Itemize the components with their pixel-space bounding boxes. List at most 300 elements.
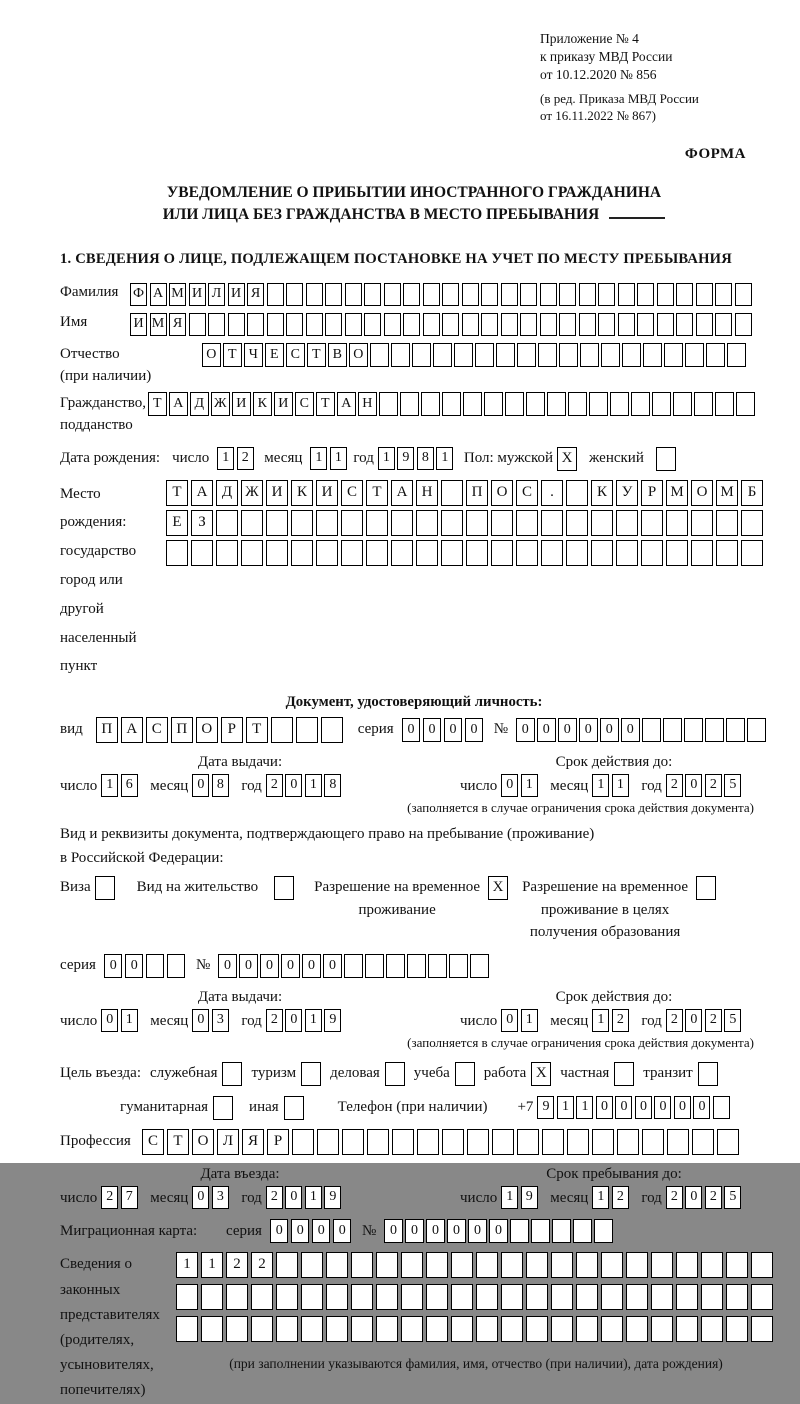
- char-box[interactable]: [641, 540, 663, 566]
- char-box[interactable]: 0: [384, 1219, 403, 1243]
- char-box[interactable]: [601, 343, 620, 367]
- char-box[interactable]: [423, 313, 440, 336]
- char-box[interactable]: [292, 1129, 314, 1155]
- char-box[interactable]: [321, 717, 343, 743]
- char-box[interactable]: 0: [468, 1219, 487, 1243]
- char-box[interactable]: 5: [724, 774, 741, 797]
- char-box[interactable]: [341, 510, 363, 536]
- char-box[interactable]: [286, 313, 303, 336]
- char-box[interactable]: [463, 392, 482, 416]
- char-box[interactable]: М: [666, 480, 688, 506]
- char-box[interactable]: [426, 1252, 448, 1278]
- char-box[interactable]: [576, 1316, 598, 1342]
- char-box[interactable]: 1: [201, 1252, 223, 1278]
- char-box[interactable]: [296, 717, 318, 743]
- char-box[interactable]: [407, 954, 426, 978]
- char-box[interactable]: О: [691, 480, 713, 506]
- char-box[interactable]: [713, 1096, 730, 1119]
- char-box[interactable]: С: [286, 343, 305, 367]
- char-box[interactable]: Б: [741, 480, 763, 506]
- char-box[interactable]: С: [516, 480, 538, 506]
- char-box[interactable]: 0: [558, 718, 577, 742]
- char-box[interactable]: 0: [281, 954, 300, 978]
- char-box[interactable]: 1: [121, 1009, 138, 1032]
- char-box[interactable]: [167, 954, 186, 978]
- char-box[interactable]: [442, 392, 461, 416]
- char-box[interactable]: 9: [324, 1009, 341, 1032]
- char-box[interactable]: 0: [101, 1009, 118, 1032]
- char-box[interactable]: 9: [324, 1186, 341, 1209]
- char-box[interactable]: [741, 540, 763, 566]
- char-box[interactable]: Т: [316, 392, 335, 416]
- char-box[interactable]: К: [591, 480, 613, 506]
- char-box[interactable]: 8: [212, 774, 229, 797]
- char-box[interactable]: [715, 313, 732, 336]
- char-box[interactable]: И: [316, 480, 338, 506]
- char-box[interactable]: [146, 954, 165, 978]
- char-box[interactable]: [441, 540, 463, 566]
- char-box[interactable]: [626, 1252, 648, 1278]
- char-box[interactable]: [692, 1129, 714, 1155]
- char-box[interactable]: [426, 1284, 448, 1310]
- char-box[interactable]: [344, 954, 363, 978]
- char-box[interactable]: [541, 540, 563, 566]
- char-box[interactable]: [651, 1316, 673, 1342]
- char-box[interactable]: 0: [600, 718, 619, 742]
- char-box[interactable]: [216, 540, 238, 566]
- char-box[interactable]: А: [121, 717, 143, 743]
- char-box[interactable]: 2: [666, 774, 683, 797]
- char-box[interactable]: 0: [192, 1186, 209, 1209]
- char-box[interactable]: Т: [148, 392, 167, 416]
- char-box[interactable]: [442, 1129, 464, 1155]
- char-box[interactable]: [727, 343, 746, 367]
- char-box[interactable]: [531, 1219, 550, 1243]
- char-box[interactable]: И: [228, 283, 245, 306]
- purpose-private-checkbox[interactable]: [614, 1062, 634, 1086]
- char-box[interactable]: [576, 1252, 598, 1278]
- char-box[interactable]: [491, 510, 513, 536]
- char-box[interactable]: [454, 343, 473, 367]
- char-box[interactable]: 2: [705, 1009, 722, 1032]
- char-box[interactable]: [516, 540, 538, 566]
- char-box[interactable]: [403, 313, 420, 336]
- char-box[interactable]: 0: [685, 774, 702, 797]
- char-box[interactable]: [423, 283, 440, 306]
- char-box[interactable]: [286, 283, 303, 306]
- char-box[interactable]: У: [616, 480, 638, 506]
- char-box[interactable]: Т: [167, 1129, 189, 1155]
- char-box[interactable]: [306, 283, 323, 306]
- char-box[interactable]: Я: [247, 283, 264, 306]
- char-box[interactable]: [706, 343, 725, 367]
- char-box[interactable]: А: [150, 283, 167, 306]
- char-box[interactable]: [538, 343, 557, 367]
- char-box[interactable]: [386, 954, 405, 978]
- char-box[interactable]: [325, 283, 342, 306]
- char-box[interactable]: [251, 1284, 273, 1310]
- char-box[interactable]: О: [192, 1129, 214, 1155]
- char-box[interactable]: 3: [212, 1009, 229, 1032]
- char-box[interactable]: 0: [218, 954, 237, 978]
- char-box[interactable]: А: [191, 480, 213, 506]
- char-box[interactable]: Р: [641, 480, 663, 506]
- char-box[interactable]: 5: [724, 1186, 741, 1209]
- char-box[interactable]: [637, 283, 654, 306]
- char-box[interactable]: [291, 510, 313, 536]
- char-box[interactable]: 0: [239, 954, 258, 978]
- char-box[interactable]: [566, 480, 588, 506]
- char-box[interactable]: 0: [685, 1009, 702, 1032]
- char-box[interactable]: 1: [305, 1009, 322, 1032]
- char-box[interactable]: 8: [324, 774, 341, 797]
- char-box[interactable]: [391, 510, 413, 536]
- temp-residence-education-checkbox[interactable]: [696, 876, 716, 900]
- char-box[interactable]: [552, 1219, 571, 1243]
- char-box[interactable]: [559, 343, 578, 367]
- char-box[interactable]: [715, 392, 734, 416]
- char-box[interactable]: [476, 1316, 498, 1342]
- char-box[interactable]: [492, 1129, 514, 1155]
- char-box[interactable]: 1: [501, 1186, 518, 1209]
- char-box[interactable]: [416, 540, 438, 566]
- char-box[interactable]: [384, 283, 401, 306]
- char-box[interactable]: 9: [397, 447, 414, 470]
- char-box[interactable]: [667, 1129, 689, 1155]
- char-box[interactable]: И: [189, 283, 206, 306]
- purpose-business-checkbox[interactable]: [385, 1062, 405, 1086]
- char-box[interactable]: [717, 1129, 739, 1155]
- char-box[interactable]: 0: [516, 718, 535, 742]
- char-box[interactable]: [520, 313, 537, 336]
- char-box[interactable]: [526, 392, 545, 416]
- char-box[interactable]: [684, 718, 703, 742]
- char-box[interactable]: [501, 313, 518, 336]
- char-box[interactable]: [247, 313, 264, 336]
- char-box[interactable]: К: [291, 480, 313, 506]
- char-box[interactable]: [540, 313, 557, 336]
- char-box[interactable]: 0: [192, 1009, 209, 1032]
- char-box[interactable]: [271, 717, 293, 743]
- char-box[interactable]: 0: [615, 1096, 632, 1119]
- char-box[interactable]: 0: [447, 1219, 466, 1243]
- char-box[interactable]: [351, 1316, 373, 1342]
- char-box[interactable]: [326, 1284, 348, 1310]
- char-box[interactable]: [379, 392, 398, 416]
- char-box[interactable]: [691, 510, 713, 536]
- char-box[interactable]: И: [130, 313, 147, 336]
- char-box[interactable]: 2: [612, 1186, 629, 1209]
- char-box[interactable]: [598, 313, 615, 336]
- char-box[interactable]: [208, 313, 225, 336]
- char-box[interactable]: Е: [265, 343, 284, 367]
- char-box[interactable]: Ч: [244, 343, 263, 367]
- char-box[interactable]: [676, 283, 693, 306]
- char-box[interactable]: В: [328, 343, 347, 367]
- char-box[interactable]: 1: [330, 447, 347, 470]
- char-box[interactable]: 0: [501, 1009, 518, 1032]
- char-box[interactable]: 2: [705, 774, 722, 797]
- char-box[interactable]: [367, 1129, 389, 1155]
- char-box[interactable]: [726, 1316, 748, 1342]
- purpose-transit-checkbox[interactable]: [698, 1062, 718, 1086]
- char-box[interactable]: [241, 510, 263, 536]
- char-box[interactable]: [241, 540, 263, 566]
- char-box[interactable]: [400, 392, 419, 416]
- char-box[interactable]: [317, 1129, 339, 1155]
- char-box[interactable]: 2: [251, 1252, 273, 1278]
- char-box[interactable]: [370, 343, 389, 367]
- char-box[interactable]: 0: [501, 774, 518, 797]
- char-box[interactable]: [594, 1219, 613, 1243]
- char-box[interactable]: [401, 1284, 423, 1310]
- char-box[interactable]: Т: [223, 343, 242, 367]
- char-box[interactable]: 0: [333, 1219, 352, 1243]
- char-box[interactable]: [316, 540, 338, 566]
- purpose-study-checkbox[interactable]: [455, 1062, 475, 1086]
- char-box[interactable]: [216, 510, 238, 536]
- char-box[interactable]: [476, 1252, 498, 1278]
- char-box[interactable]: 0: [621, 718, 640, 742]
- char-box[interactable]: 2: [237, 447, 254, 470]
- char-box[interactable]: Л: [208, 283, 225, 306]
- char-box[interactable]: [551, 1316, 573, 1342]
- char-box[interactable]: [526, 1284, 548, 1310]
- char-box[interactable]: [301, 1284, 323, 1310]
- char-box[interactable]: [591, 510, 613, 536]
- char-box[interactable]: 1: [612, 774, 629, 797]
- char-box[interactable]: 0: [426, 1219, 445, 1243]
- char-box[interactable]: [751, 1252, 773, 1278]
- char-box[interactable]: [491, 540, 513, 566]
- char-box[interactable]: 0: [444, 718, 463, 742]
- char-box[interactable]: [542, 1129, 564, 1155]
- char-box[interactable]: [617, 1129, 639, 1155]
- char-box[interactable]: [351, 1284, 373, 1310]
- char-box[interactable]: [470, 954, 489, 978]
- char-box[interactable]: О: [202, 343, 221, 367]
- char-box[interactable]: [441, 480, 463, 506]
- char-box[interactable]: [267, 283, 284, 306]
- char-box[interactable]: 1: [101, 774, 118, 797]
- char-box[interactable]: [416, 510, 438, 536]
- char-box[interactable]: 9: [521, 1186, 538, 1209]
- char-box[interactable]: [364, 283, 381, 306]
- char-box[interactable]: [291, 540, 313, 566]
- purpose-other-checkbox[interactable]: [284, 1096, 304, 1120]
- char-box[interactable]: 2: [101, 1186, 118, 1209]
- char-box[interactable]: [631, 392, 650, 416]
- char-box[interactable]: 2: [705, 1186, 722, 1209]
- char-box[interactable]: А: [169, 392, 188, 416]
- char-box[interactable]: [663, 718, 682, 742]
- char-box[interactable]: 0: [465, 718, 484, 742]
- char-box[interactable]: [547, 392, 566, 416]
- char-box[interactable]: [567, 1129, 589, 1155]
- char-box[interactable]: [747, 718, 766, 742]
- char-box[interactable]: [601, 1316, 623, 1342]
- char-box[interactable]: [573, 1219, 592, 1243]
- char-box[interactable]: [226, 1316, 248, 1342]
- purpose-humanitarian-checkbox[interactable]: [213, 1096, 233, 1120]
- char-box[interactable]: [226, 1284, 248, 1310]
- char-box[interactable]: [391, 343, 410, 367]
- char-box[interactable]: О: [491, 480, 513, 506]
- char-box[interactable]: [276, 1252, 298, 1278]
- char-box[interactable]: 1: [305, 1186, 322, 1209]
- char-box[interactable]: [726, 1252, 748, 1278]
- char-box[interactable]: 2: [666, 1186, 683, 1209]
- char-box[interactable]: 0: [402, 718, 421, 742]
- char-box[interactable]: [664, 343, 683, 367]
- char-box[interactable]: 0: [405, 1219, 424, 1243]
- char-box[interactable]: [666, 540, 688, 566]
- char-box[interactable]: Я: [169, 313, 186, 336]
- char-box[interactable]: [341, 540, 363, 566]
- char-box[interactable]: [501, 1252, 523, 1278]
- char-box[interactable]: Е: [166, 510, 188, 536]
- char-box[interactable]: 0: [270, 1219, 289, 1243]
- char-box[interactable]: [701, 1316, 723, 1342]
- char-box[interactable]: 0: [104, 954, 123, 978]
- char-box[interactable]: [276, 1284, 298, 1310]
- char-box[interactable]: М: [169, 283, 186, 306]
- char-box[interactable]: [306, 313, 323, 336]
- char-box[interactable]: [516, 510, 538, 536]
- char-box[interactable]: [301, 1252, 323, 1278]
- char-box[interactable]: [592, 1129, 614, 1155]
- char-box[interactable]: 1: [378, 447, 395, 470]
- char-box[interactable]: [481, 283, 498, 306]
- char-box[interactable]: [735, 313, 752, 336]
- char-box[interactable]: [267, 313, 284, 336]
- char-box[interactable]: П: [466, 480, 488, 506]
- char-box[interactable]: [517, 1129, 539, 1155]
- char-box[interactable]: 2: [226, 1252, 248, 1278]
- char-box[interactable]: [266, 540, 288, 566]
- temp-residence-checkbox[interactable]: X: [488, 876, 508, 900]
- char-box[interactable]: 7: [121, 1186, 138, 1209]
- char-box[interactable]: [451, 1316, 473, 1342]
- char-box[interactable]: Т: [307, 343, 326, 367]
- char-box[interactable]: 0: [635, 1096, 652, 1119]
- char-box[interactable]: 0: [323, 954, 342, 978]
- char-box[interactable]: [591, 540, 613, 566]
- char-box[interactable]: [366, 540, 388, 566]
- char-box[interactable]: 0: [312, 1219, 331, 1243]
- char-box[interactable]: 8: [417, 447, 434, 470]
- char-box[interactable]: [751, 1316, 773, 1342]
- char-box[interactable]: [451, 1284, 473, 1310]
- char-box[interactable]: [642, 718, 661, 742]
- char-box[interactable]: [726, 718, 745, 742]
- char-box[interactable]: Ф: [130, 283, 147, 306]
- char-box[interactable]: [505, 392, 524, 416]
- char-box[interactable]: Л: [217, 1129, 239, 1155]
- char-box[interactable]: [601, 1284, 623, 1310]
- char-box[interactable]: [735, 283, 752, 306]
- char-box[interactable]: [685, 343, 704, 367]
- purpose-work-checkbox[interactable]: X: [531, 1062, 551, 1086]
- char-box[interactable]: [442, 313, 459, 336]
- char-box[interactable]: [189, 313, 206, 336]
- char-box[interactable]: [741, 510, 763, 536]
- char-box[interactable]: [316, 510, 338, 536]
- char-box[interactable]: П: [96, 717, 118, 743]
- sex-female-checkbox[interactable]: [656, 447, 676, 471]
- purpose-official-checkbox[interactable]: [222, 1062, 242, 1086]
- char-box[interactable]: [466, 540, 488, 566]
- char-box[interactable]: [696, 283, 713, 306]
- char-box[interactable]: [751, 1284, 773, 1310]
- char-box[interactable]: [520, 283, 537, 306]
- char-box[interactable]: [475, 343, 494, 367]
- char-box[interactable]: 0: [285, 774, 302, 797]
- char-box[interactable]: Ж: [241, 480, 263, 506]
- char-box[interactable]: С: [146, 717, 168, 743]
- char-box[interactable]: Р: [221, 717, 243, 743]
- char-box[interactable]: 0: [285, 1186, 302, 1209]
- char-box[interactable]: 0: [674, 1096, 691, 1119]
- char-box[interactable]: [201, 1284, 223, 1310]
- char-box[interactable]: [441, 510, 463, 536]
- char-box[interactable]: [325, 313, 342, 336]
- char-box[interactable]: 2: [266, 1186, 283, 1209]
- visa-checkbox[interactable]: [95, 876, 115, 900]
- char-box[interactable]: [462, 283, 479, 306]
- char-box[interactable]: [401, 1252, 423, 1278]
- purpose-tourism-checkbox[interactable]: [301, 1062, 321, 1086]
- char-box[interactable]: [673, 392, 692, 416]
- char-box[interactable]: [176, 1316, 198, 1342]
- char-box[interactable]: [376, 1284, 398, 1310]
- char-box[interactable]: [466, 510, 488, 536]
- char-box[interactable]: [701, 1284, 723, 1310]
- char-box[interactable]: С: [142, 1129, 164, 1155]
- char-box[interactable]: О: [349, 343, 368, 367]
- char-box[interactable]: 5: [724, 1009, 741, 1032]
- char-box[interactable]: 0: [489, 1219, 508, 1243]
- char-box[interactable]: 9: [537, 1096, 554, 1119]
- char-box[interactable]: [449, 954, 468, 978]
- char-box[interactable]: [342, 1129, 364, 1155]
- char-box[interactable]: 1: [557, 1096, 574, 1119]
- char-box[interactable]: [345, 283, 362, 306]
- char-box[interactable]: [412, 343, 431, 367]
- char-box[interactable]: [616, 540, 638, 566]
- char-box[interactable]: [568, 392, 587, 416]
- char-box[interactable]: Т: [366, 480, 388, 506]
- char-box[interactable]: 1: [310, 447, 327, 470]
- char-box[interactable]: 2: [266, 1009, 283, 1032]
- char-box[interactable]: [589, 392, 608, 416]
- char-box[interactable]: [365, 954, 384, 978]
- char-box[interactable]: [421, 392, 440, 416]
- char-box[interactable]: [637, 313, 654, 336]
- char-box[interactable]: [510, 1219, 529, 1243]
- char-box[interactable]: [426, 1316, 448, 1342]
- char-box[interactable]: И: [274, 392, 293, 416]
- char-box[interactable]: И: [266, 480, 288, 506]
- char-box[interactable]: Т: [246, 717, 268, 743]
- char-box[interactable]: [467, 1129, 489, 1155]
- char-box[interactable]: [576, 1284, 598, 1310]
- char-box[interactable]: [176, 1284, 198, 1310]
- char-box[interactable]: [736, 392, 755, 416]
- char-box[interactable]: [694, 392, 713, 416]
- char-box[interactable]: 1: [436, 447, 453, 470]
- char-box[interactable]: 1: [592, 1009, 609, 1032]
